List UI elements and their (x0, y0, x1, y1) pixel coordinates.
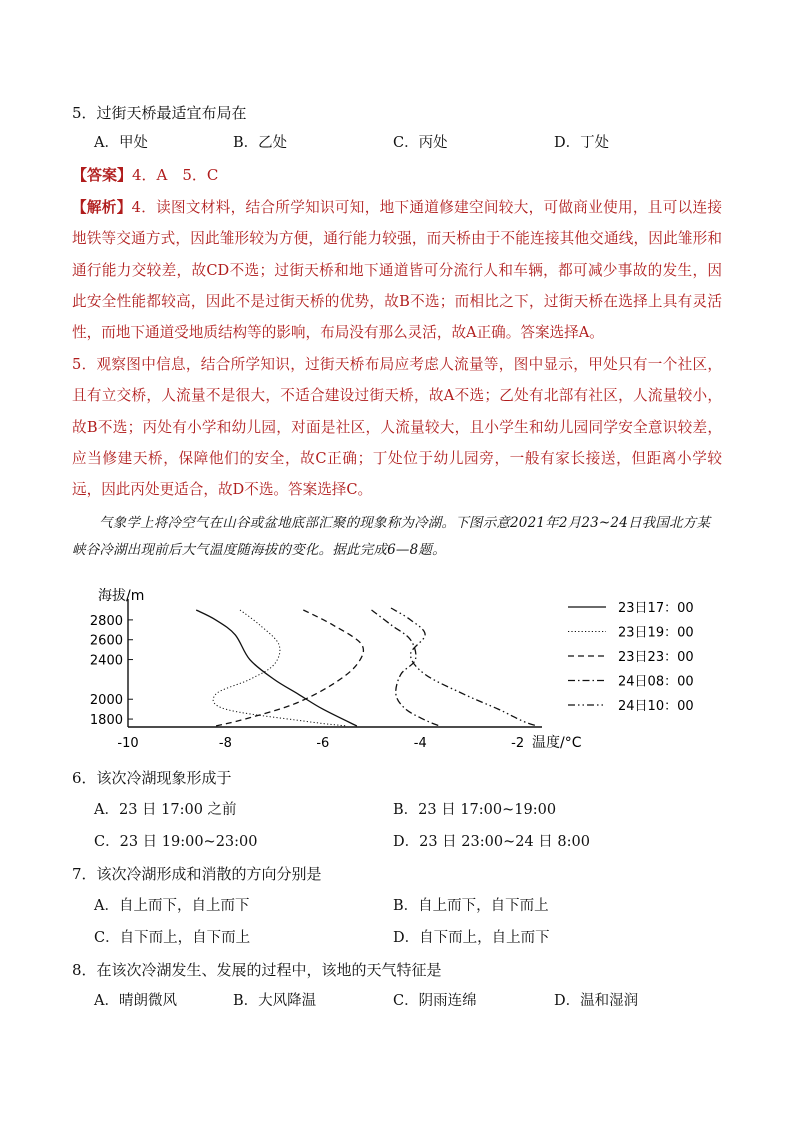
q6-option-d: D．23 日 23:00~24 日 8:00 (393, 834, 590, 850)
q6-option-c: C．23 日 19:00~23:00 (94, 834, 258, 850)
analysis-paragraph-5: 5．观察图中信息，结合所学知识，过街天桥布局应考虑人流量等，图中显示，甲处只有一个社区，且有立交桥，人流量不是很大，不适合建设过街天桥，故A不选；乙处有北部有社区，人流量较小，故B不选；丙处有小学和幼儿园，对面是社区，人流量较大，且小学生和幼儿园同学安全意识较差，应当修建天桥，保障他们的安全，故C正确；丁处位于幼儿园旁，一般有家长接送，但距离小学较远，因此丙处更适合，故D不选。答案选择C。 (72, 356, 722, 499)
analysis-label: 【解析】 (72, 199, 132, 216)
x-tick-label: -6 (316, 736, 330, 751)
chart-axes (128, 599, 542, 727)
answer-text: 4．A 5．C (132, 166, 219, 184)
series-line-2 (213, 610, 347, 726)
chart-ticks (90, 614, 524, 751)
question-6-stem: 6．该次冷湖现象形成于 (72, 769, 232, 787)
q8-option-c: C．阴雨连绵 (393, 993, 477, 1009)
y-tick-label: 2400 (90, 653, 123, 669)
analysis-paragraph-4 (72, 192, 722, 348)
q7-option-c: C．自下而上，自下而上 (94, 930, 251, 946)
question-5-stem: 5．过街天桥最适宜布局在 (72, 104, 247, 122)
q6-option-b: B．23 日 17:00~19:00 (393, 802, 557, 818)
legend-label-3: 23日23：00 (618, 650, 694, 665)
chart-series-lines (196, 608, 537, 726)
series-line-5 (391, 608, 537, 726)
x-axis-label: 温度/°C (532, 735, 582, 751)
y-tick-label: 2600 (90, 633, 123, 649)
temperature-altitude-chart (90, 585, 730, 760)
legend-label-2: 23日19：00 (618, 625, 694, 641)
legend-label-4: 24日08：00 (618, 674, 694, 690)
y-axis-label: 海拔/m (98, 588, 145, 604)
x-tick-label: -2 (511, 736, 525, 751)
legend-label-1: 23日17：00 (618, 601, 694, 616)
q5-option-b: B．乙处 (233, 135, 288, 151)
question-7-stem: 7．该次冷湖形成和消散的方向分别是 (72, 865, 322, 883)
legend-label-5: 24日10：00 (618, 699, 694, 714)
chart-legend (568, 601, 694, 714)
q5-option-d: D．丁处 (554, 135, 610, 151)
answer-line (72, 165, 218, 185)
q6-option-a: A．23 日 17:00 之前 (94, 802, 237, 818)
y-tick-label: 1800 (90, 713, 123, 729)
series-line-3 (216, 610, 364, 726)
x-tick-label: -10 (117, 736, 139, 751)
x-tick-label: -4 (413, 736, 427, 751)
answer-label: 【答案】 (72, 166, 133, 184)
analysis-text-4: 4．读图文材料，结合所学知识可知，地下通道修建空间较大，可做商业使用，且可以连接地铁等交通方式，因此雏形较为方便，通行能力较强，而天桥由于不能连接其他交通线，因此雏形和通行能力交较差，故CD不选；过街天桥和地下通道皆可分流行人和车辆，都可减少事故的发生，因此安全性能都较高，因此不是过街天桥的优势，故B不选；而相比之下，过街天桥在选择上具有灵活性，而地下通道受地质结构等的影响，布局没有那么灵活，故A正确。答案选择A。 (72, 199, 722, 342)
q5-option-a: A．甲处 (94, 135, 148, 151)
material-intro: 气象学上将冷空气在山谷或盆地底部汇聚的现象称为冷湖。下图示意2021年2月23~24日我国北方某峡谷冷湖出现前后大气温度随海拔的变化。据此完成6—8题。 (72, 515, 711, 558)
q8-option-a: A．晴朗微风 (94, 993, 177, 1009)
series-line-4 (372, 610, 440, 726)
q8-option-d: D．温和湿润 (554, 993, 639, 1009)
q7-option-a: A．自上而下，自上而下 (94, 898, 250, 914)
y-tick-label: 2800 (90, 613, 123, 629)
series-line-1 (196, 610, 357, 726)
q7-option-d: D．自下而上，自上而下 (393, 930, 550, 946)
q7-option-b: B．自上而下，自下而上 (393, 898, 549, 914)
q5-option-c: C．丙处 (393, 135, 448, 151)
x-tick-label: -8 (218, 736, 232, 751)
q8-option-b: B．大风降温 (233, 993, 317, 1009)
y-tick-label: 2000 (90, 693, 123, 709)
question-8-stem: 8．在该次冷湖发生、发展的过程中，该地的天气特征是 (72, 961, 442, 979)
